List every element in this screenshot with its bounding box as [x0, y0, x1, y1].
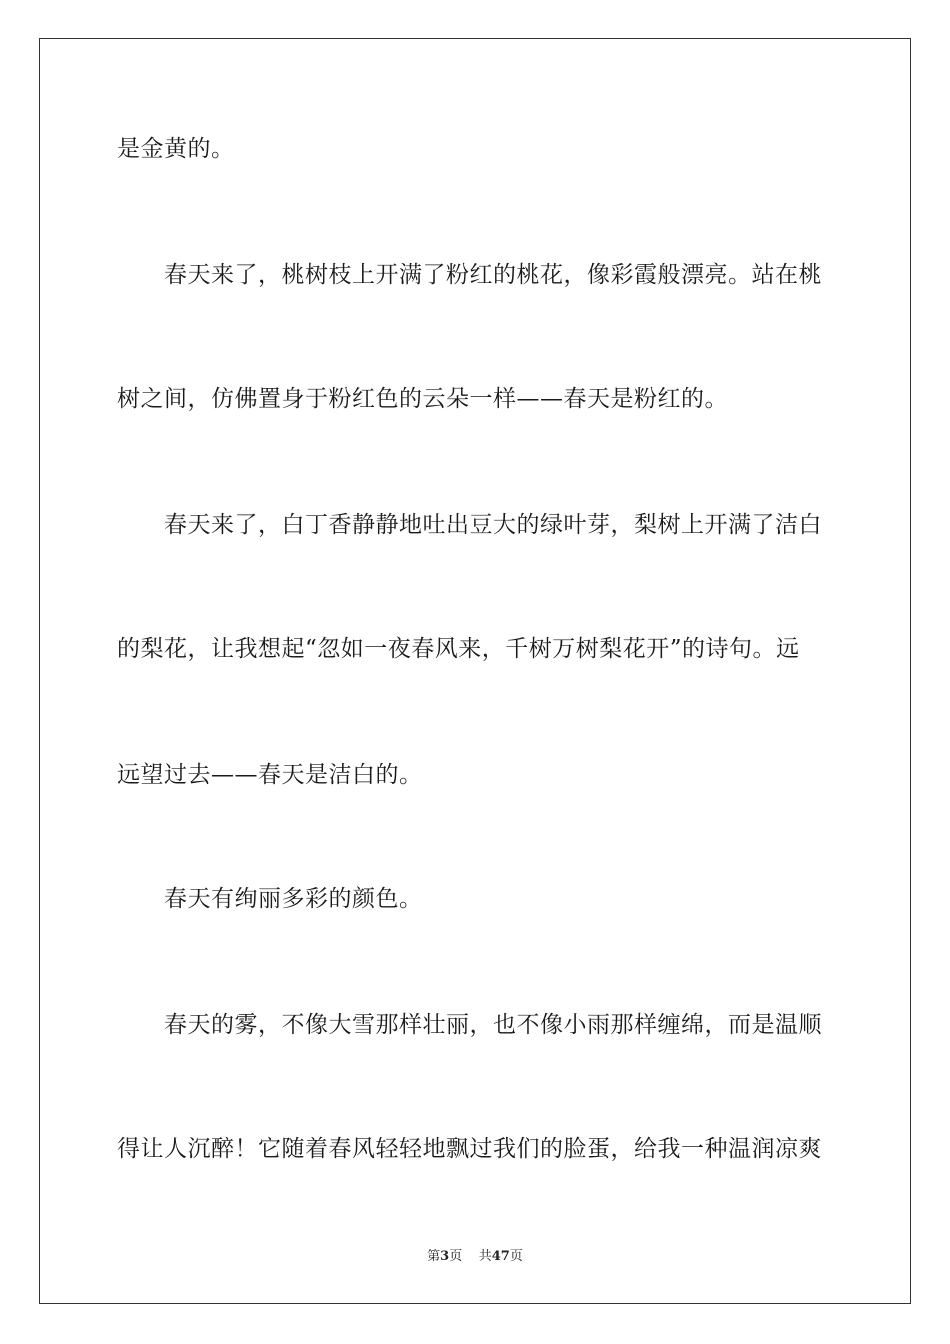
- text-line-9: 得让人沉醉！它随着春风轻轻地飘过我们的脸蛋，给我一种温润凉爽: [117, 1136, 822, 1162]
- page-footer: [0, 1248, 950, 1266]
- text-line-3: 树之间，仿佛置身于粉红色的云朵一样——春天是粉红的。: [117, 386, 728, 412]
- text-line-2: 春天来了，桃树枝上开满了粉红的桃花，像彩霞般漂亮。站在桃: [164, 262, 822, 288]
- total-suffix: 页: [509, 1249, 523, 1264]
- text-line-8: 春天的雾，不像大雪那样壮丽，也不像小雨那样缠绵，而是温顺: [164, 1012, 822, 1038]
- page-prefix: 第: [427, 1249, 441, 1264]
- page-frame: [39, 38, 911, 1304]
- text-line-1: 是金黄的。: [117, 136, 235, 162]
- text-line-7: 春天有绚丽多彩的颜色。: [164, 886, 423, 912]
- text-line-4: 春天来了，白丁香静静地吐出豆大的绿叶芽，梨树上开满了洁白: [164, 512, 822, 538]
- page-number: 3: [440, 1249, 450, 1264]
- total-prefix: 共: [478, 1249, 492, 1264]
- text-line-5: 的梨花，让我想起“忽如一夜春风来，千树万树梨花开”的诗句。远: [117, 636, 800, 662]
- page-suffix: 页: [449, 1249, 463, 1264]
- text-line-6: 远望过去——春天是洁白的。: [117, 762, 423, 788]
- total-pages: 47: [491, 1249, 510, 1264]
